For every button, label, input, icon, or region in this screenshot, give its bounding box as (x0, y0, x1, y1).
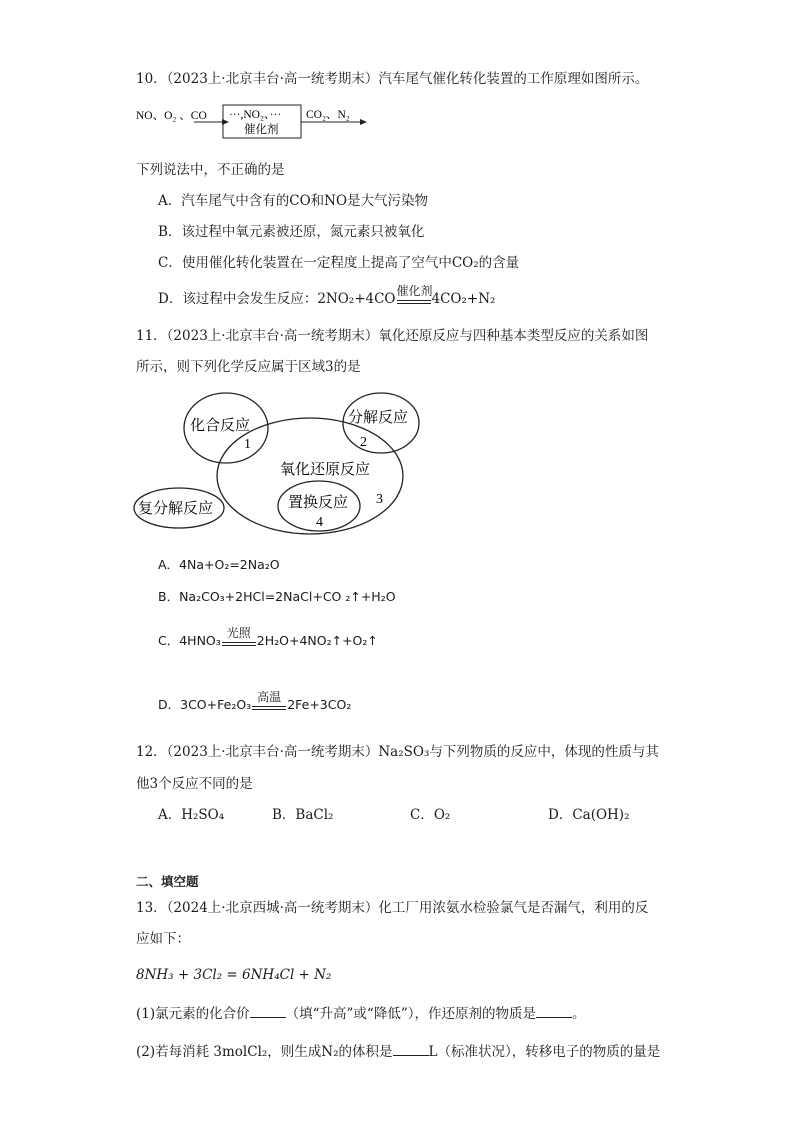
q13-part1 (136, 1003, 585, 1023)
q13-stem-line2: 应如下： (136, 931, 190, 947)
q11-stem-line1: 11．（2023上·北京丰台·高一统考期末）氧化还原反应与四种基本类型反应的关系如图 (136, 328, 649, 344)
q13-stem-line1: 13．（2024上·北京西城·高一统考期末）化工厂用浓氨水检验氯气是否漏气，利用的反 (136, 900, 649, 916)
q11-option-a: A．4Na+O₂=2Na₂O (158, 557, 280, 572)
light-condition-sign (222, 625, 256, 651)
high-temp-condition-sign (252, 689, 286, 715)
q12-option-a: A．H₂SO₄ (158, 807, 225, 823)
q11-option-d-left: D．3CO+Fe₂O₃ (158, 697, 252, 712)
q13-equation: 8NH₃ + 3Cl₂ = 6NH₄Cl + N₂ (136, 967, 332, 983)
answer-blank-3[interactable] (393, 1041, 429, 1056)
q10-option-b: B．该过程中氧元素被还原，氮元素只被氧化 (158, 224, 425, 240)
q10-stem: 10．（2023上·北京丰台·高一统考期末）汽车尾气催化转化装置的工作原理如图所示。 (136, 71, 649, 87)
catalyst-label: 催化剂 (396, 283, 433, 298)
q13-part1-a: (1)氯元素的化合价 (136, 1006, 250, 1022)
label-region-1: 1 (244, 437, 251, 452)
q11-option-c-right: 2H₂O+4NO₂↑+O₂↑ (256, 633, 378, 648)
answer-blank-1[interactable] (250, 1003, 286, 1018)
diagram-box-line2: 催化剂 (244, 122, 279, 136)
high-temp-label: 高温 (257, 689, 282, 704)
catalyst-condition-sign (396, 283, 433, 309)
q11-option-b: B．Na₂CO₃+2HCl=2NaCl+CO ₂↑+H₂O (158, 589, 396, 604)
q12-option-b: B．BaCl₂ (272, 807, 334, 823)
q10-option-d (158, 283, 496, 309)
diagram-box-line1: ···,NO₂、··· (229, 109, 282, 121)
q10-option-d-left: D．该过程中会发生反应：2NO₂+4CO (158, 291, 396, 307)
q11-option-d (158, 689, 352, 715)
answer-blank-2[interactable] (536, 1003, 572, 1018)
label-region-3: 3 (376, 492, 383, 507)
q11-stem-line2: 所示，则下列化学反应属于区域3的是 (136, 359, 361, 375)
q12-option-d: D．Ca(OH)₂ (548, 807, 630, 823)
label-displacement: 置换反应 (288, 493, 349, 511)
light-label: 光照 (226, 625, 251, 640)
q13-part2 (136, 1041, 660, 1061)
q11-option-c-left: C．4HNO₃ (158, 633, 221, 648)
label-combination: 化合反应 (190, 416, 251, 434)
label-region-2: 2 (360, 435, 367, 450)
q13-part1-b: （填“升高”或“降低”），作还原剂的物质是 (285, 1006, 536, 1022)
label-decomposition: 分解反应 (348, 408, 409, 426)
q10-option-c: C．使用催化转化装置在一定程度上提高了空气中CO₂的含量 (158, 255, 520, 271)
label-region-4: 4 (316, 515, 323, 530)
q11-option-c (158, 625, 378, 651)
q11-option-d-right: 2Fe+3CO₂ (287, 697, 352, 712)
q13-part2-b: L（标准状况），转移电子的物质的量是 (428, 1044, 661, 1060)
label-redox: 氧化还原反应 (280, 460, 371, 478)
section-title: 二、填空题 (136, 874, 199, 889)
q10-process-diagram (134, 100, 374, 144)
q10-option-d-right: 4CO₂+N₂ (431, 291, 496, 307)
label-double-displacement: 复分解反应 (138, 499, 214, 517)
q10-question: 下列说法中，不正确的是 (136, 162, 285, 178)
q13-part1-c: 。 (571, 1006, 586, 1022)
diagram-arrowhead-out (360, 119, 367, 125)
q12-stem-line1: 12．（2023上·北京丰台·高一统考期末）Na₂SO₃与下列物质的反应中，体现的性质与其 (136, 744, 659, 760)
diagram-input: NO、O₂ 、CO (136, 110, 207, 122)
q13-part2-a: (2)若每消耗 3molCl₂，则生成N₂的体积是 (136, 1044, 393, 1060)
q12-stem-line2: 他3个反应不同的是 (136, 776, 253, 792)
q12-option-c: C．O₂ (410, 807, 451, 823)
diagram-output: CO₂、N₂ (306, 109, 350, 121)
q10-option-a: A．汽车尾气中含有的CO和NO是大气污染物 (158, 193, 429, 209)
q11-venn-diagram (130, 390, 430, 540)
